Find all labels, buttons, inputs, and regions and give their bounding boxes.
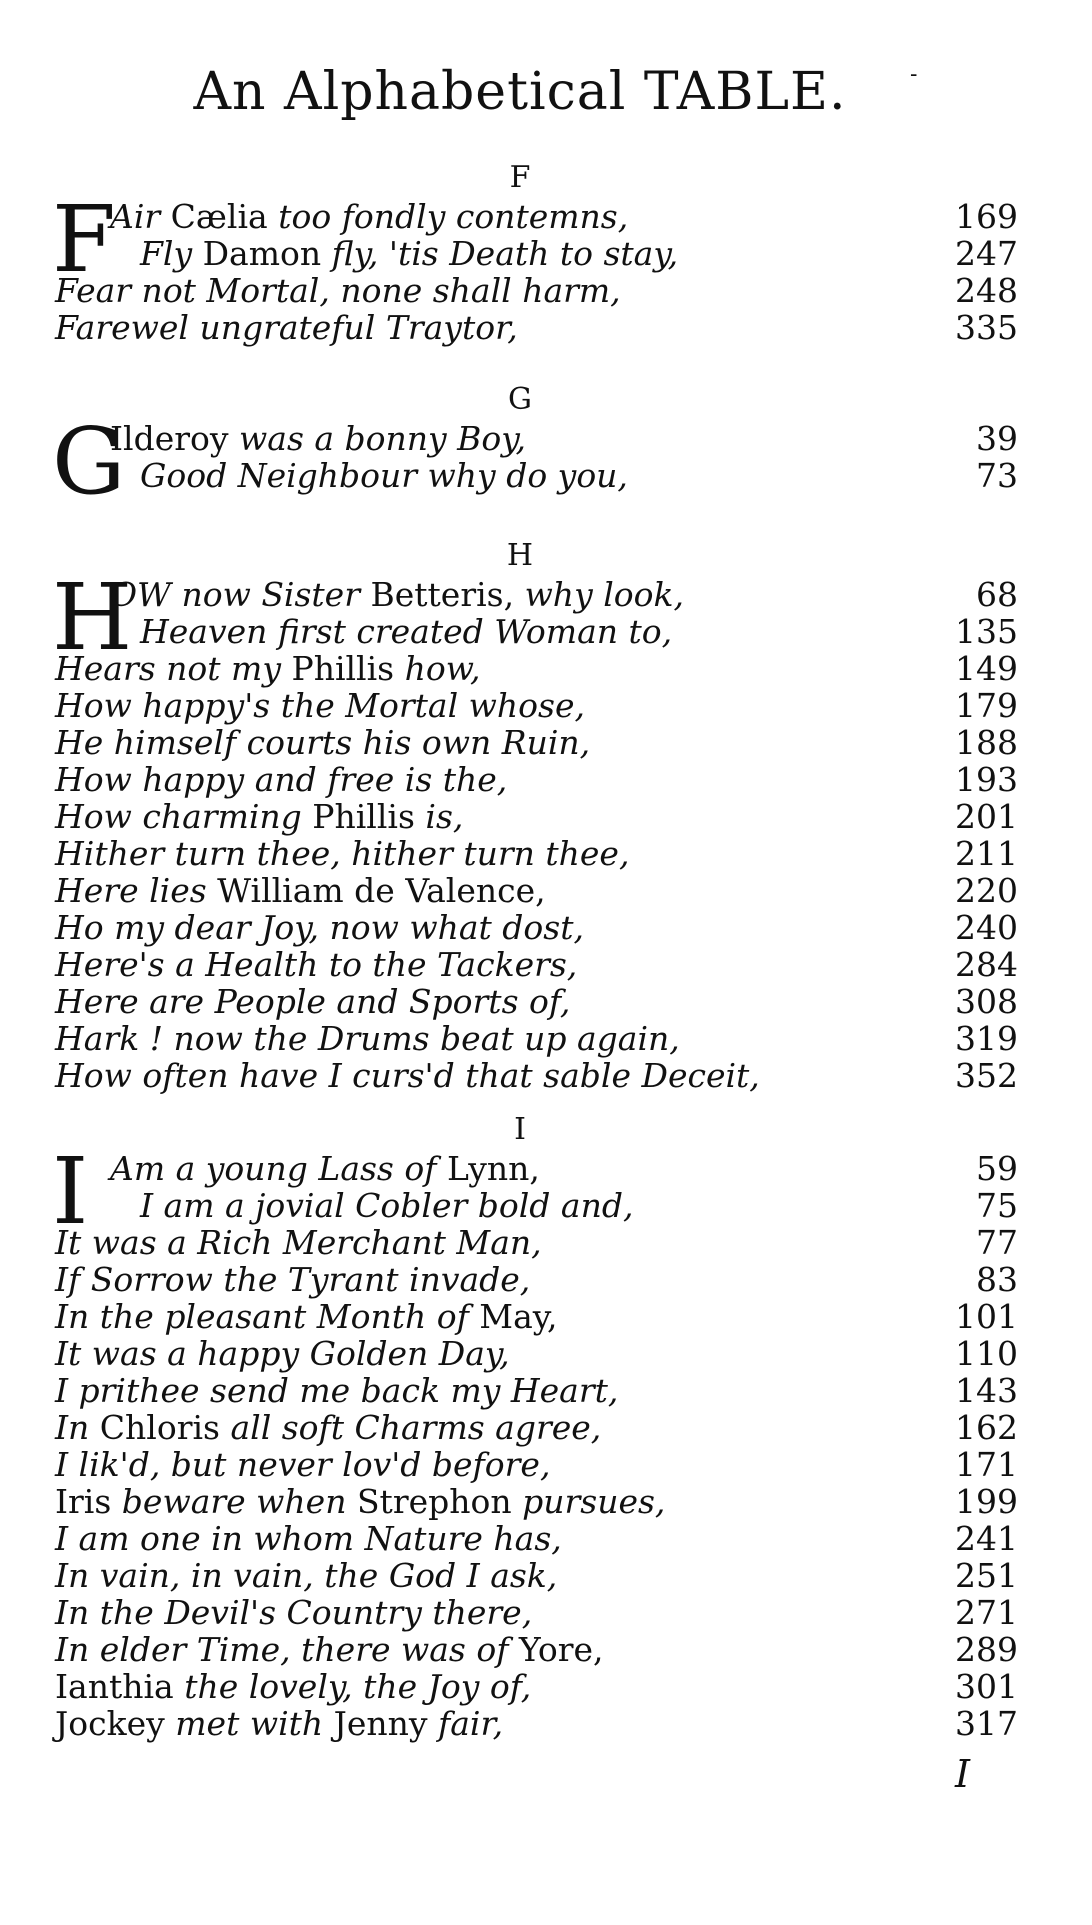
entry-page-number: 101 <box>955 1297 1018 1336</box>
section-i <box>0 1110 1092 1742</box>
entry-list <box>0 1138 1092 1743</box>
entry-title <box>55 1020 680 1057</box>
entry-title <box>55 1520 562 1557</box>
entry-title-part: Hark ! now the Drums beat up again, <box>55 1019 680 1058</box>
section-h <box>0 536 1092 1094</box>
table-entry <box>0 798 1092 835</box>
entry-title-part: Farewel ungrateful Traytor, <box>55 308 518 347</box>
table-entry <box>0 1409 1092 1446</box>
entry-title-part: all soft Charms agree, <box>230 1408 602 1447</box>
drop-cap: G <box>52 408 126 515</box>
entry-title-part: beware when <box>121 1482 357 1521</box>
table-entry <box>0 1261 1092 1298</box>
entry-title-part: Fly <box>140 234 203 273</box>
table-entry <box>0 1224 1092 1261</box>
entry-title <box>55 650 481 687</box>
table-entry <box>0 872 1092 909</box>
entry-title-part: Yore, <box>518 1630 604 1669</box>
entry-title-part: is, <box>425 797 464 836</box>
entry-list <box>0 420 1092 494</box>
entry-title <box>55 761 507 798</box>
table-entry <box>0 198 1092 235</box>
entry-title <box>55 946 577 983</box>
entry-title-part: why look, <box>524 575 684 614</box>
entry-title-part: I lik'd, but never lov'd before, <box>55 1445 551 1484</box>
entry-page-number: 319 <box>955 1019 1018 1058</box>
table-entry <box>0 909 1092 946</box>
entry-title <box>55 1409 601 1446</box>
entry-page-number: 301 <box>955 1667 1018 1706</box>
entry-title-part: was a bonny Boy, <box>239 419 527 458</box>
entry-title-part: Lynn, <box>446 1149 540 1188</box>
entry-page-number: 199 <box>955 1482 1018 1521</box>
table-entry <box>0 1187 1092 1224</box>
entry-page-number: 211 <box>955 834 1018 873</box>
entry-title-part: Good Neighbour why do you, <box>140 456 628 495</box>
entry-list <box>0 564 1092 1095</box>
entry-title-part: May, <box>479 1297 558 1336</box>
entry-page-number: 39 <box>976 419 1018 458</box>
entry-title <box>110 1150 540 1187</box>
entry-page-number: 317 <box>955 1704 1018 1743</box>
entry-page-number: 77 <box>976 1223 1018 1262</box>
table-entry <box>0 687 1092 724</box>
table-entry <box>0 1020 1092 1057</box>
entry-title-part: He himself courts his own Ruin, <box>55 723 591 762</box>
section-f <box>0 158 1092 346</box>
table-entry <box>0 309 1092 346</box>
entry-title-part: Phillis <box>291 649 405 688</box>
entry-title <box>55 798 463 835</box>
entry-title-part: Hither turn thee, hither turn thee, <box>55 834 630 873</box>
entry-title-part: Ho my dear Joy, now what dost, <box>55 908 584 947</box>
section-g <box>0 380 1092 515</box>
entry-title <box>140 1187 633 1224</box>
entry-title-part: Am a young Lass of <box>110 1149 447 1188</box>
entry-title <box>110 198 628 235</box>
entry-title <box>55 1631 604 1668</box>
entry-title <box>55 909 584 946</box>
table-entry <box>0 613 1092 650</box>
entry-title-part: fly, 'tis Death to stay, <box>331 234 679 273</box>
entry-page-number: 352 <box>955 1056 1018 1095</box>
entry-page-number: 171 <box>955 1445 1018 1484</box>
entry-page-number: 284 <box>955 945 1018 984</box>
entry-title-part: OW now Sister <box>110 575 371 614</box>
entry-title <box>55 1594 532 1631</box>
entry-title-part: Strephon <box>356 1482 523 1521</box>
entry-title-part: I prithee send me back my Heart, <box>55 1371 619 1410</box>
entry-page-number: 201 <box>955 797 1018 836</box>
entry-title-part: Here are People and Sports of, <box>55 982 571 1021</box>
table-entry <box>0 724 1092 761</box>
table-entry <box>0 1372 1092 1409</box>
entry-title-part: met with <box>175 1704 334 1743</box>
table-entry <box>0 1298 1092 1335</box>
entry-title-part: William de Valence, <box>217 871 546 910</box>
entry-list <box>0 186 1092 347</box>
entry-title <box>55 1057 760 1094</box>
entry-title-part: Jockey <box>55 1704 176 1743</box>
table-entry <box>0 1150 1092 1187</box>
entry-title-part: pursues, <box>522 1482 666 1521</box>
entry-title <box>140 613 672 650</box>
entry-page-number: 240 <box>955 908 1018 947</box>
entry-title <box>55 1372 618 1409</box>
catchword: I <box>955 1752 971 1796</box>
entry-title <box>55 1446 550 1483</box>
table-entry <box>0 761 1092 798</box>
letter-heading: I <box>514 1112 526 1147</box>
entry-title-part: Cælia <box>170 197 279 236</box>
entry-page-number: 83 <box>976 1260 1018 1299</box>
entry-page-number: 248 <box>955 271 1018 310</box>
table-entry <box>0 1594 1092 1631</box>
entry-title <box>55 1668 531 1705</box>
drop-cap: H <box>52 564 133 671</box>
entry-page-number: 59 <box>976 1149 1018 1188</box>
entry-title-part: Betteris, <box>370 575 525 614</box>
entry-title <box>55 687 585 724</box>
stray-mark: - <box>910 62 918 87</box>
entry-page-number: 73 <box>976 456 1018 495</box>
entry-page-number: 75 <box>976 1186 1018 1225</box>
entry-title-part: Here lies <box>55 871 218 910</box>
entry-page-number: 271 <box>955 1593 1018 1632</box>
entry-title <box>55 1335 510 1372</box>
entry-title-part: Damon <box>202 234 332 273</box>
entry-title-part: In the pleasant Month of <box>55 1297 480 1336</box>
entry-page-number: 251 <box>955 1556 1018 1595</box>
table-entry <box>0 1668 1092 1705</box>
entry-title-part: How charming <box>55 797 313 836</box>
table-entry <box>0 576 1092 613</box>
entry-page-number: 335 <box>955 308 1018 347</box>
entry-title-part: Phillis <box>312 797 426 836</box>
table-entry <box>0 235 1092 272</box>
table-entry <box>0 1520 1092 1557</box>
table-entry <box>0 1705 1092 1742</box>
entry-page-number: 179 <box>955 686 1018 725</box>
entry-title <box>55 272 621 309</box>
entry-title-part: How happy and free is the, <box>55 760 508 799</box>
entry-page-number: 241 <box>955 1519 1018 1558</box>
entry-page-number: 143 <box>955 1371 1018 1410</box>
entry-title <box>110 576 684 613</box>
entry-title-part: In the Devil's Country there, <box>55 1593 533 1632</box>
entry-title-part: It was a Rich Merchant Man, <box>55 1223 542 1262</box>
table-entry <box>0 946 1092 983</box>
table-entry <box>0 1446 1092 1483</box>
table-entry <box>0 1057 1092 1094</box>
entry-title <box>55 983 570 1020</box>
entry-title <box>55 1298 558 1335</box>
entry-title-part: Here's a Health to the Tackers, <box>55 945 578 984</box>
entry-title <box>55 1483 665 1520</box>
table-entry <box>0 420 1092 457</box>
entry-title <box>140 457 628 494</box>
table-entry <box>0 1557 1092 1594</box>
entry-title-part: Air <box>110 197 171 236</box>
entry-page-number: 68 <box>976 575 1018 614</box>
entry-page-number: 193 <box>955 760 1018 799</box>
entry-title <box>55 872 546 909</box>
entry-title-part: I am one in whom Nature has, <box>55 1519 562 1558</box>
entry-title <box>55 309 518 346</box>
drop-cap: F <box>52 186 116 293</box>
entry-title <box>140 235 678 272</box>
table-entry <box>0 272 1092 309</box>
drop-cap: I <box>52 1138 89 1245</box>
entry-title <box>55 1705 503 1742</box>
entry-page-number: 162 <box>955 1408 1018 1447</box>
entry-page-number: 188 <box>955 723 1018 762</box>
letter-heading: F <box>509 160 531 195</box>
entry-page-number: 169 <box>955 197 1018 236</box>
entry-title-part: too fondly contemns, <box>278 197 629 236</box>
entry-title-part: Ilderoy <box>110 419 240 458</box>
entry-title-part: the lovely, the Joy of, <box>184 1667 532 1706</box>
entry-title-part: How happy's the Mortal whose, <box>55 686 585 725</box>
table-entry <box>0 835 1092 872</box>
entry-title <box>55 1557 557 1594</box>
entry-title-part: In vain, in vain, the God I ask, <box>55 1556 558 1595</box>
table-entry <box>0 1335 1092 1372</box>
entry-title <box>55 835 629 872</box>
table-entry <box>0 650 1092 687</box>
entry-title-part: how, <box>404 649 481 688</box>
entry-title-part: Ianthia <box>55 1667 185 1706</box>
entry-title-part: fair, <box>438 1704 504 1743</box>
table-entry <box>0 1631 1092 1668</box>
entry-title-part: Fear not Mortal, none shall harm, <box>55 271 621 310</box>
entry-title-part: Chloris <box>99 1408 231 1447</box>
entry-title-part: Hears not my <box>55 649 292 688</box>
table-entry <box>0 1483 1092 1520</box>
entry-page-number: 149 <box>955 649 1018 688</box>
entry-title-part: It was a happy Golden Day, <box>55 1334 510 1373</box>
entry-page-number: 247 <box>955 234 1018 273</box>
entry-title-part: Jenny <box>333 1704 439 1743</box>
entry-title-part: Heaven first created Woman to, <box>140 612 673 651</box>
entry-title <box>110 420 526 457</box>
entry-title-part: If Sorrow the Tyrant invade, <box>55 1260 531 1299</box>
entry-page-number: 308 <box>955 982 1018 1021</box>
entry-title-part: Iris <box>55 1482 122 1521</box>
entry-page-number: 220 <box>955 871 1018 910</box>
letter-heading: H <box>506 538 534 573</box>
entry-page-number: 289 <box>955 1630 1018 1669</box>
page-title: An Alphabetical TABLE. <box>193 62 847 122</box>
entry-page-number: 135 <box>955 612 1018 651</box>
entry-title <box>55 724 590 761</box>
entry-title-part: How often have I curs'd that sable Deceit, <box>55 1056 760 1095</box>
entry-title-part: In elder Time, there was of <box>55 1630 519 1669</box>
entry-page-number: 110 <box>955 1334 1018 1373</box>
table-entry <box>0 457 1092 494</box>
entry-title <box>55 1224 542 1261</box>
letter-heading: G <box>508 382 532 417</box>
entry-title-part: In <box>55 1408 100 1447</box>
table-entry <box>0 983 1092 1020</box>
entry-title <box>55 1261 530 1298</box>
entry-title-part: I am a jovial Cobler bold and, <box>140 1186 634 1225</box>
